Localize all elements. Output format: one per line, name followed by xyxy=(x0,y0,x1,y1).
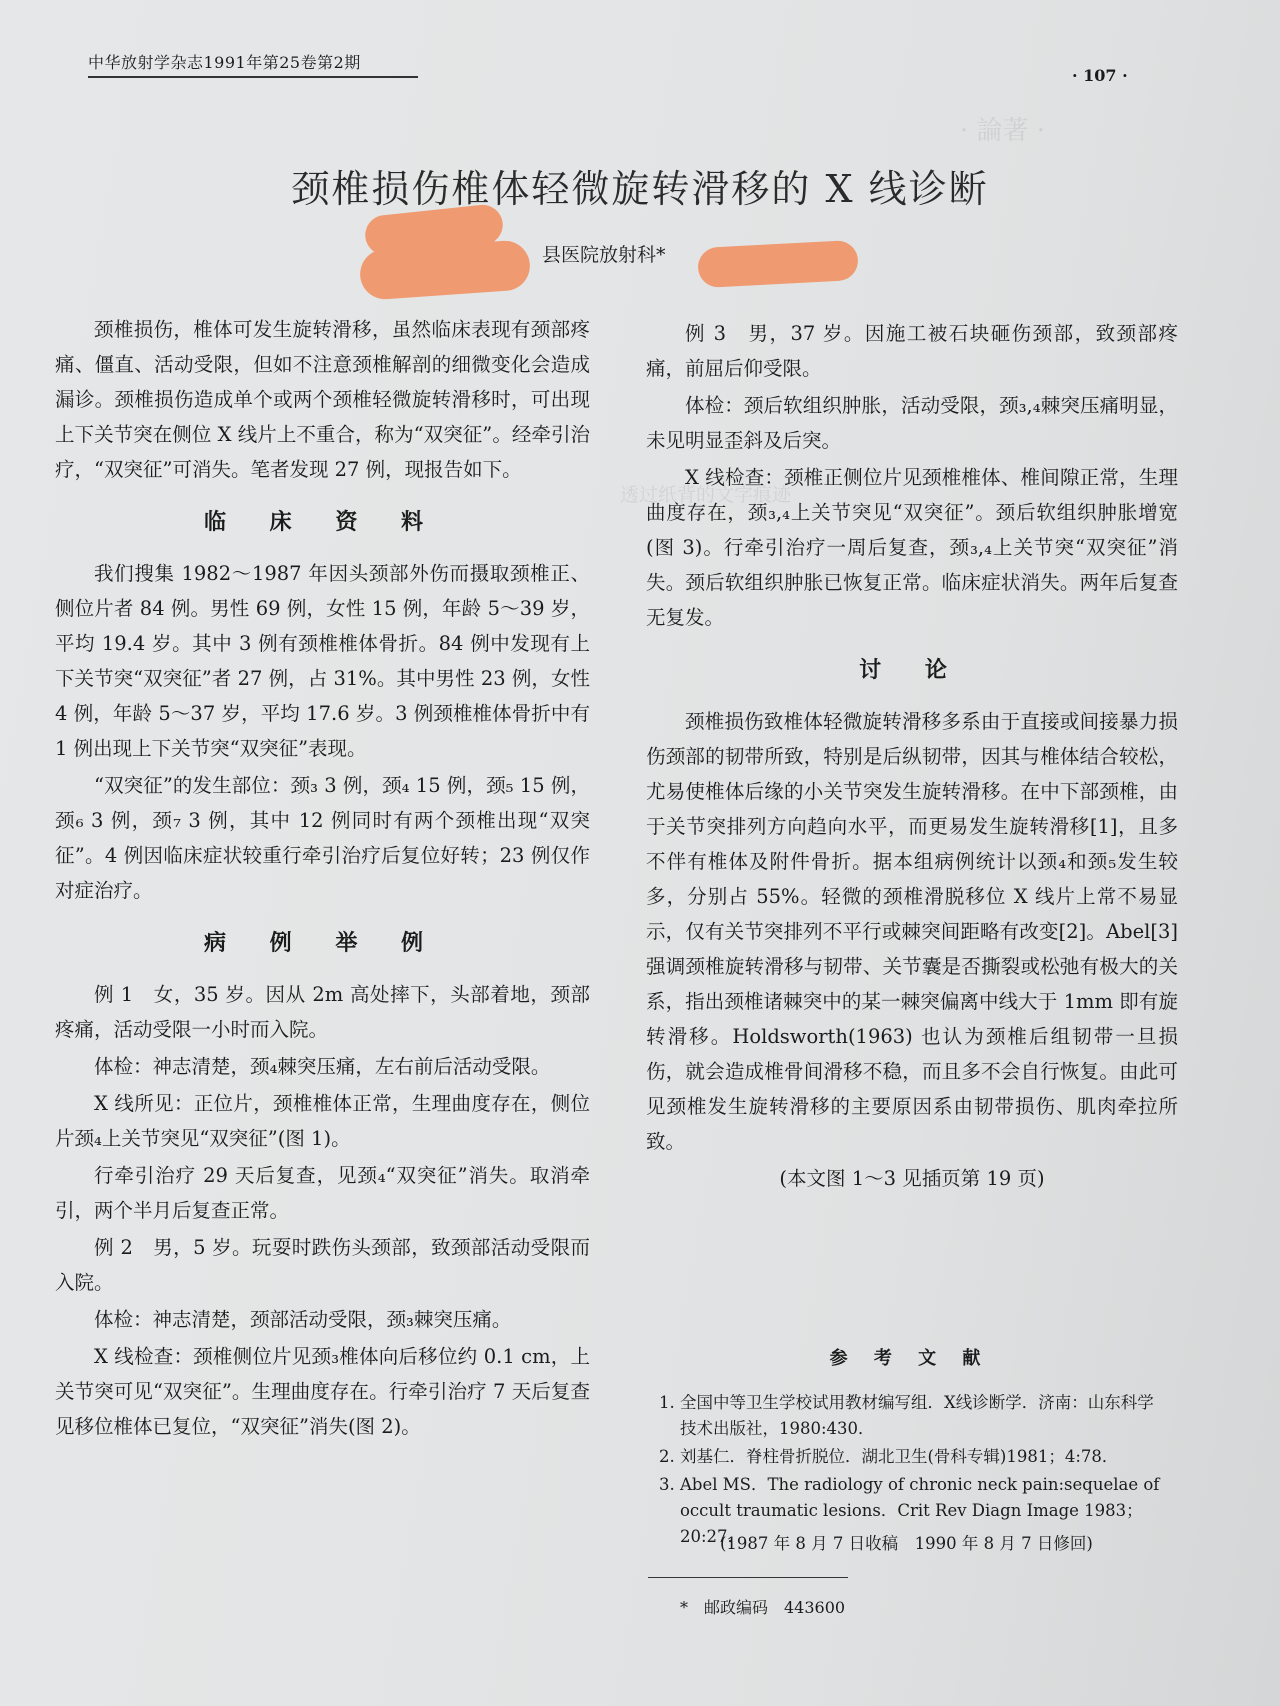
case-paragraph: X 线检查：颈椎正侧位片见颈椎椎体、椎间隙正常，生理曲度存在，颈₃,₄上关节突见“双突征”。颈后软组织肿胀增宽(图 3)。行牵引治疗一周后复查，颈₃,₄上关节突“双突征”消失。颈后软组织肿胀已恢复正常。临床症状消失。两年后复查无复发。 xyxy=(646,466,1178,629)
section-heading: 讨 论 xyxy=(859,657,965,683)
discussion-paragraph: 颈椎损伤致椎体轻微旋转滑移多系由于直接或间接暴力损伤颈部的韧带所致，特别是后纵韧带，因其与椎体结合较松，尤易使椎体后缘的小关节突发生旋转滑移。在中下部颈椎，由于关节突排列方向趋向水平，而更易发生旋转滑移[1]，且多不伴有椎体及附件骨折。据本组病例统计以颈₄和颈₅发生较多，分别占 55%。轻微的颈椎滑脱移位 X 线片上常不易显示，仅有关节突排列不平行或棘突间距略有改变[2]。Abel[3] 强调颈椎旋转滑移与韧带、关节囊是否撕裂或松弛有极大的关系，指出颈椎诸棘突中的某一棘突偏离中线大于 1mm 即有旋转滑移。Holdsworth(1963) 也认为颈椎后组韧带一旦损伤，就会造成椎骨间滑移不稳，而且多不会自行恢复。由此可见颈椎发生旋转滑移的主要原因系由韧带损伤、肌肉牵拉所致。 xyxy=(646,710,1178,1153)
section-heading: 临 床 资 料 xyxy=(204,509,441,535)
reference-list xyxy=(650,1390,1170,1550)
case-paragraph: X 线所见：正位片，颈椎椎体正常，生理曲度存在，侧位片颈₄上关节突见“双突征”(图 1)。 xyxy=(55,1092,590,1150)
footnote: * 邮政编码 443600 xyxy=(680,1598,846,1617)
right-column xyxy=(646,316,1178,1198)
case-paragraph: 体检：神志清楚，颈部活动受限，颈₃棘突压痛。 xyxy=(94,1308,512,1331)
case-paragraph: X 线检查：颈椎侧位片见颈₃椎体向后移位约 0.1 cm，上关节突可见“双突征”。生理曲度存在。行牵引治疗 7 天后复查见移位椎体已复位，“双突征”消失(图 2)。 xyxy=(55,1345,590,1438)
article-title: 颈椎损伤椎体轻微旋转滑移的 X 线诊断 xyxy=(291,167,989,211)
author-redaction xyxy=(697,240,859,288)
author-redaction xyxy=(358,239,531,301)
section-heading: 病 例 举 例 xyxy=(204,930,441,956)
reference-item: 2. 刘基仁．脊柱骨折脱位．湖北卫生(骨科专辑)1981；4:78． xyxy=(680,1444,1170,1470)
intro-paragraph: 颈椎损伤，椎体可发生旋转滑移，虽然临床表现有颈部疼痛、僵直、活动受限，但如不注意颈椎解剖的细微变化会造成漏诊。颈椎损伤造成单个或两个颈椎轻微旋转滑移时，可出现上下关节突在侧位 X 线片上不重合，称为“双突征”。经牵引治疗，“双突征”可消失。笔者发现 27 例，现报告如下。 xyxy=(55,318,590,481)
left-column xyxy=(55,312,590,1446)
reference-item: 3. Abel MS．The radiology of chronic neck pain:sequelae of occult traumatic lesions．Crit Rev Diagn Image 1983；20:27． xyxy=(680,1472,1170,1550)
author-affiliation: 县医院放射科* xyxy=(542,244,666,266)
body-paragraph: “双突征”的发生部位：颈₃ 3 例，颈₄ 15 例，颈₅ 15 例，颈₆ 3 例，颈₇ 3 例，其中 12 例同时有两个颈椎出现“双突征”。4 例因临床症状较重行牵引治疗后复位好转；23 例仅作对症治疗。 xyxy=(55,774,590,902)
bleed-through-text: · 論著 · xyxy=(960,116,1046,146)
received-date: (1987 年 8 月 7 日收稿 1990 年 8 月 7 日修回) xyxy=(720,1534,1093,1553)
case-paragraph: 体检：神志清楚，颈₄棘突压痛，左右前后活动受限。 xyxy=(94,1055,551,1078)
journal-header: 中华放射学杂志1991年第25卷第2期 xyxy=(88,50,418,78)
case-paragraph: 行牵引治疗 29 天后复查，见颈₄“双突征”消失。取消牵引，两个半月后复查正常。 xyxy=(55,1164,590,1222)
references xyxy=(650,1346,1170,1552)
figure-note: (本文图 1～3 见插页第 19 页) xyxy=(779,1167,1045,1190)
page-number: · 107 · xyxy=(1072,66,1128,85)
case-paragraph: 例 1 女，35 岁。因从 2m 高处摔下，头部着地，颈部疼痛，活动受限一小时而入院。 xyxy=(55,983,590,1041)
body-paragraph: 我们搜集 1982～1987 年因头颈部外伤而摄取颈椎正、侧位片者 84 例。男性 69 例，女性 15 例，年龄 5～39 岁，平均 19.4 岁。其中 3 例有颈椎椎体骨折。84 例中发现有上下关节突“双突征”者 27 例，占 31%。其中男性 23 例，女性 4 例，年龄 5～37 岁，平均 17.6 岁。3 例颈椎椎体骨折中有 1 例出现上下关节突“双突征”表现。 xyxy=(55,562,590,760)
bleed-through-text: 透过纸背的文字痕迹 xyxy=(620,484,792,506)
case-paragraph: 体检：颈后软组织肿胀，活动受限，颈₃,₄棘突压痛明显，未见明显歪斜及后突。 xyxy=(646,394,1178,452)
reference-item: 1. 全国中等卫生学校试用教材编写组．X线诊断学．济南：山东科学技术出版社，1980:430． xyxy=(680,1390,1170,1442)
case-paragraph: 例 3 男，37 岁。因施工被石块砸伤颈部，致颈部疼痛，前屈后仰受限。 xyxy=(646,322,1178,380)
references-heading: 参 考 文 献 xyxy=(829,1348,991,1369)
footnote-rule xyxy=(648,1577,848,1578)
case-paragraph: 例 2 男，5 岁。玩耍时跌伤头颈部，致颈部活动受限而入院。 xyxy=(55,1236,590,1294)
